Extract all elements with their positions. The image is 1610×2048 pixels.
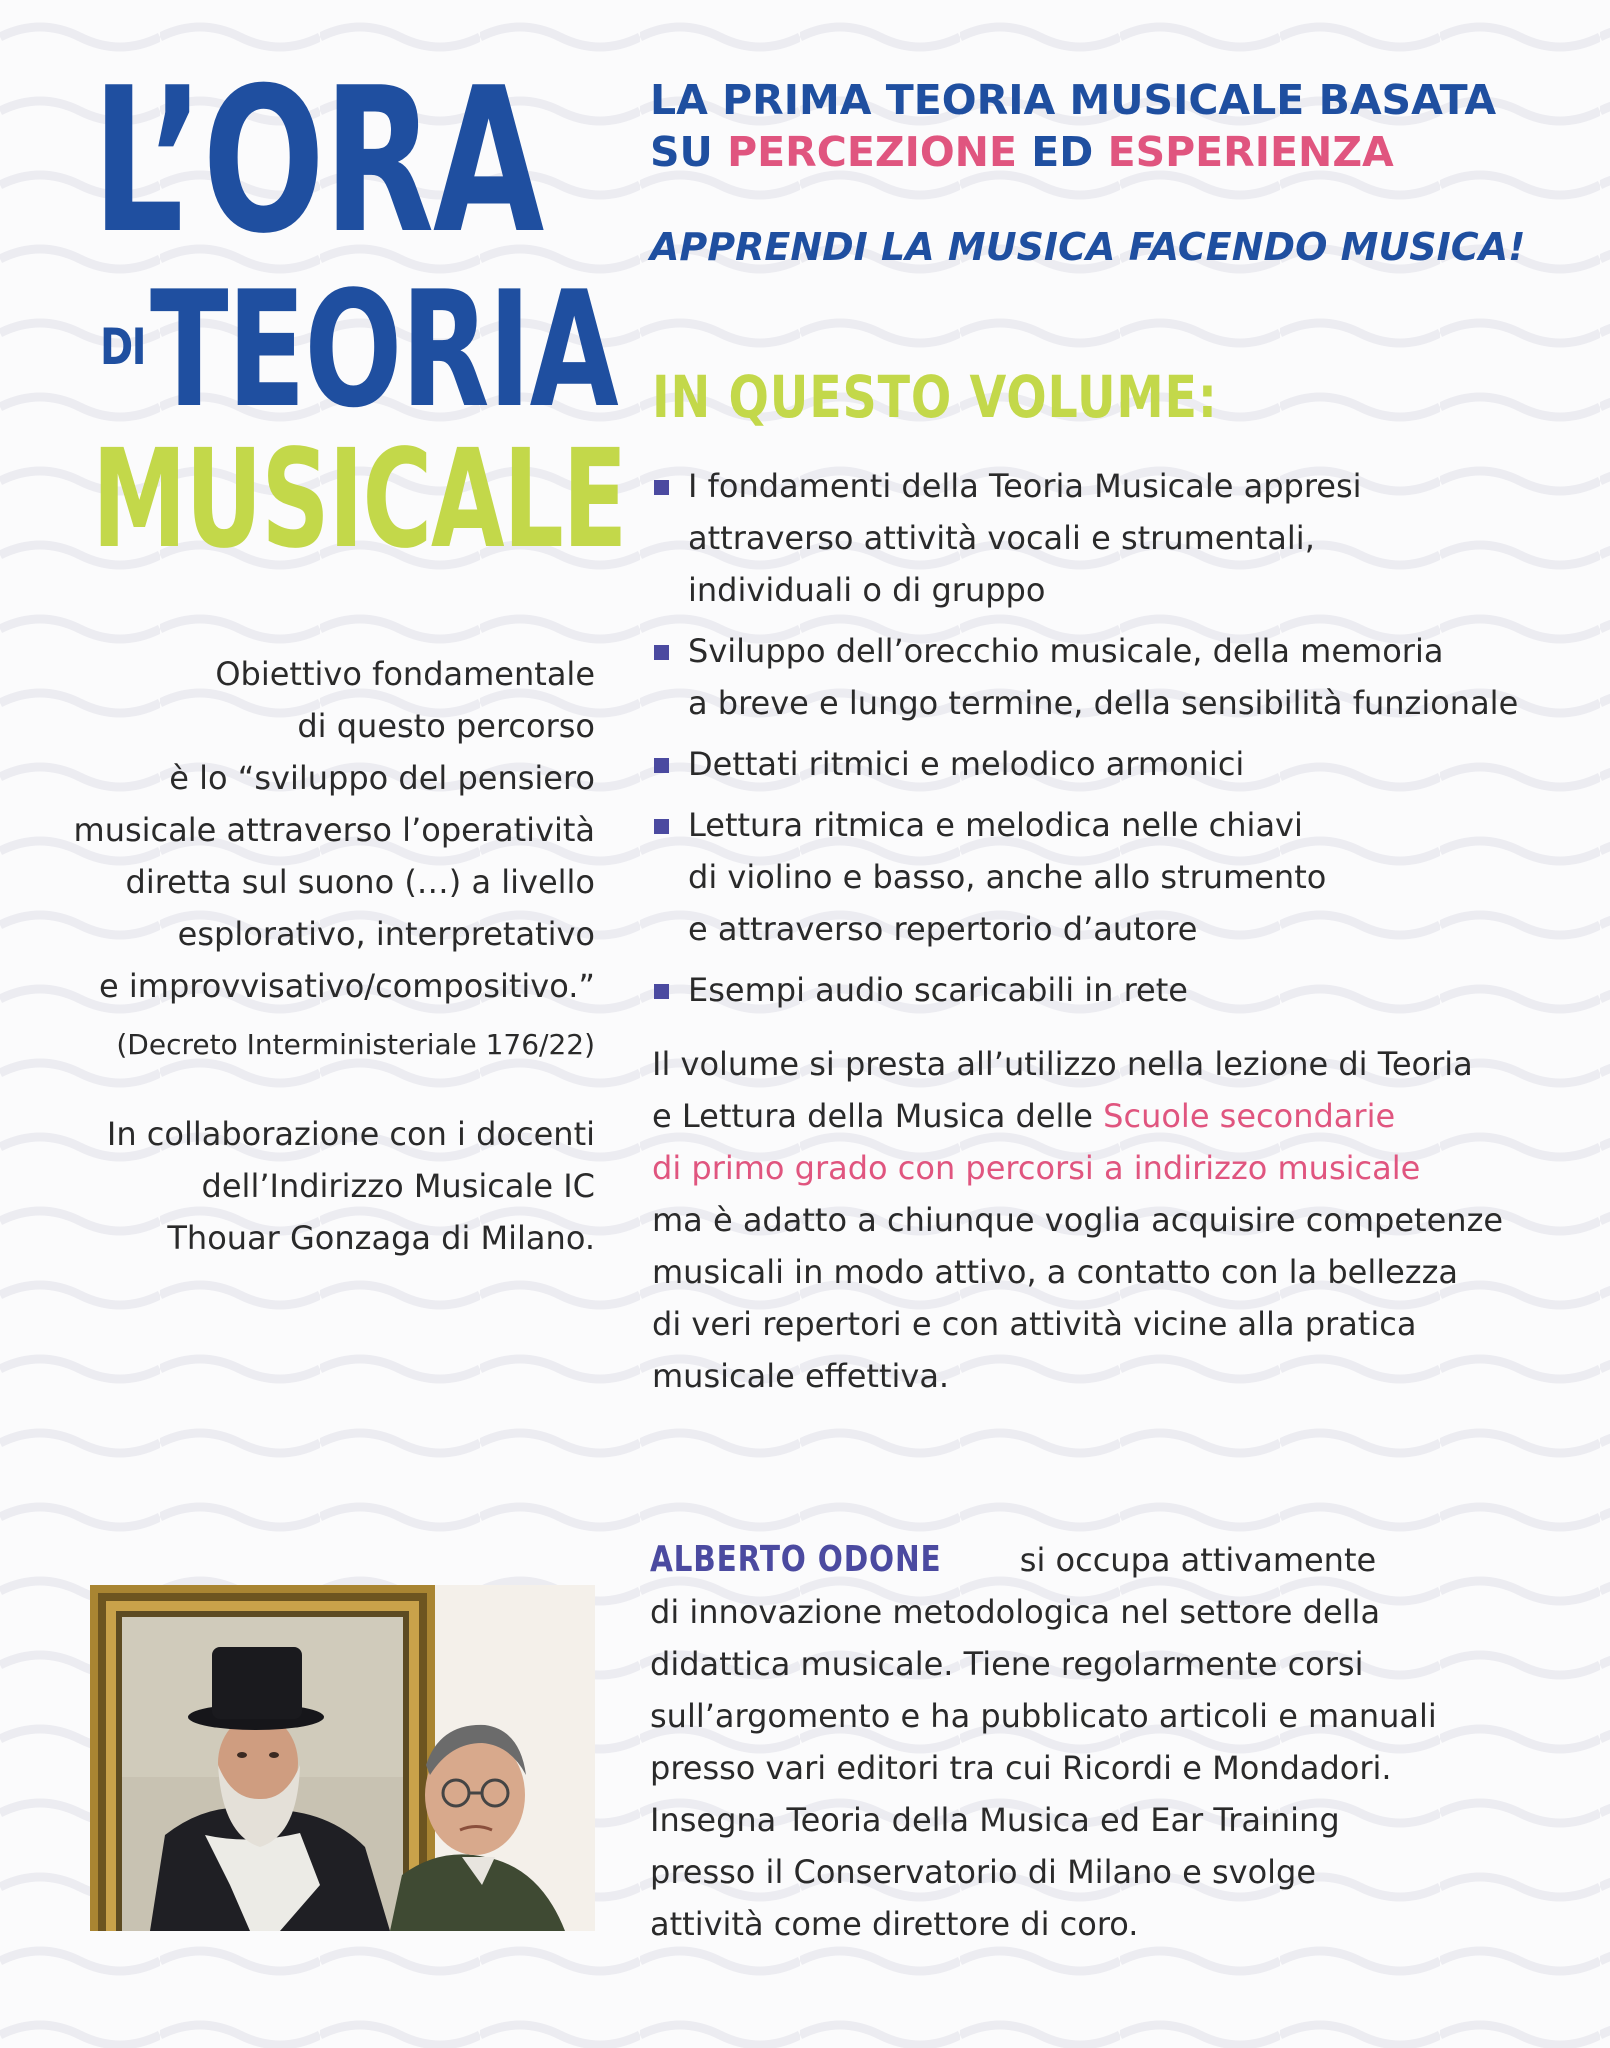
title-line-1: L’ORA (92, 45, 543, 278)
volume-description: Il volume si presta all’utilizzo nella lezione di Teoria e Lettura della Musica delle Scuole secondarie di primo grado con percorsi a indirizzo musicale ma è adatto a chiunque voglia acquisire competenze musicali in modo attivo, a contatto con la bellezza di veri repertori e con attività vicine alla pratica musicale effettiva. (652, 1045, 1504, 1395)
bullet-square-icon (654, 480, 669, 495)
target-schools-highlight-2: di primo grado con percorsi a indirizzo musicale (652, 1149, 1421, 1187)
author-photo (90, 1585, 595, 1931)
objective-quote: Obiettivo fondamentale di questo percorso è lo “sviluppo del pensiero musicale attraverso l’operatività diretta sul suono (…) a livello esplorativo, interpretativo e improvvisativo/compositivo.” (73, 655, 595, 1005)
headline-esperienza: ESPERIENZA (1107, 128, 1394, 176)
list-item: Lettura ritmica e melodica nelle chiavi di violino e basso, anche allo strumento e attraverso repertorio d’autore (652, 799, 1592, 955)
bullet-square-icon (654, 984, 669, 999)
list-item: Sviluppo dell’orecchio musicale, della memoria a breve e lungo termine, della sensibilità funzionale (652, 625, 1592, 729)
list-item: Esempi audio scaricabili in rete (652, 964, 1592, 1016)
author-name: ALBERTO ODONE (650, 1539, 942, 1580)
volume-heading: IN QUESTO VOLUME: (652, 363, 1218, 431)
title-line-3: MUSICALE (92, 421, 627, 579)
headline-ed: ED (1017, 128, 1108, 176)
feature-list (652, 460, 1592, 1025)
bullet-square-icon (654, 758, 669, 773)
bullet-square-icon (654, 819, 669, 834)
title-line-2: TEORIA (150, 256, 618, 443)
quote-source: (Decreto Interministeriale 176/22) (116, 1028, 595, 1061)
headline-su: SU (650, 128, 728, 176)
headline-line-2 (650, 126, 1590, 178)
list-item: I fondamenti della Teoria Musicale appresi attraverso attività vocali e strumentali, individuali o di gruppo (652, 460, 1592, 616)
collaboration-note: In collaborazione con i docenti dell’Indirizzo Musicale IC Thouar Gonzaga di Milano. (106, 1115, 595, 1257)
author-bio: ALBERTO ODONE si occupa attivamente di innovazione metodologica nel settore della didattica musicale. Tiene regolarmente corsi sull’argomento e ha pubblicato articoli e manuali presso vari editori tra cui Ricordi e Mondadori. Insegna Teoria della Musica ed Ear Training presso il Conservatorio di Milano e svolge attività come direttore di coro. (650, 1534, 1590, 1950)
list-item: Dettati ritmici e melodico armonici (652, 738, 1592, 790)
headline-percezione: PERCEZIONE (727, 128, 1017, 176)
headline-line-1: LA PRIMA TEORIA MUSICALE BASATA (650, 76, 1497, 124)
bullet-square-icon (654, 645, 669, 660)
target-schools-highlight: Scuole secondarie (1103, 1097, 1396, 1135)
tagline: APPRENDI LA MUSICA FACENDO MUSICA! (650, 225, 1526, 269)
title-di: DI (100, 318, 145, 376)
